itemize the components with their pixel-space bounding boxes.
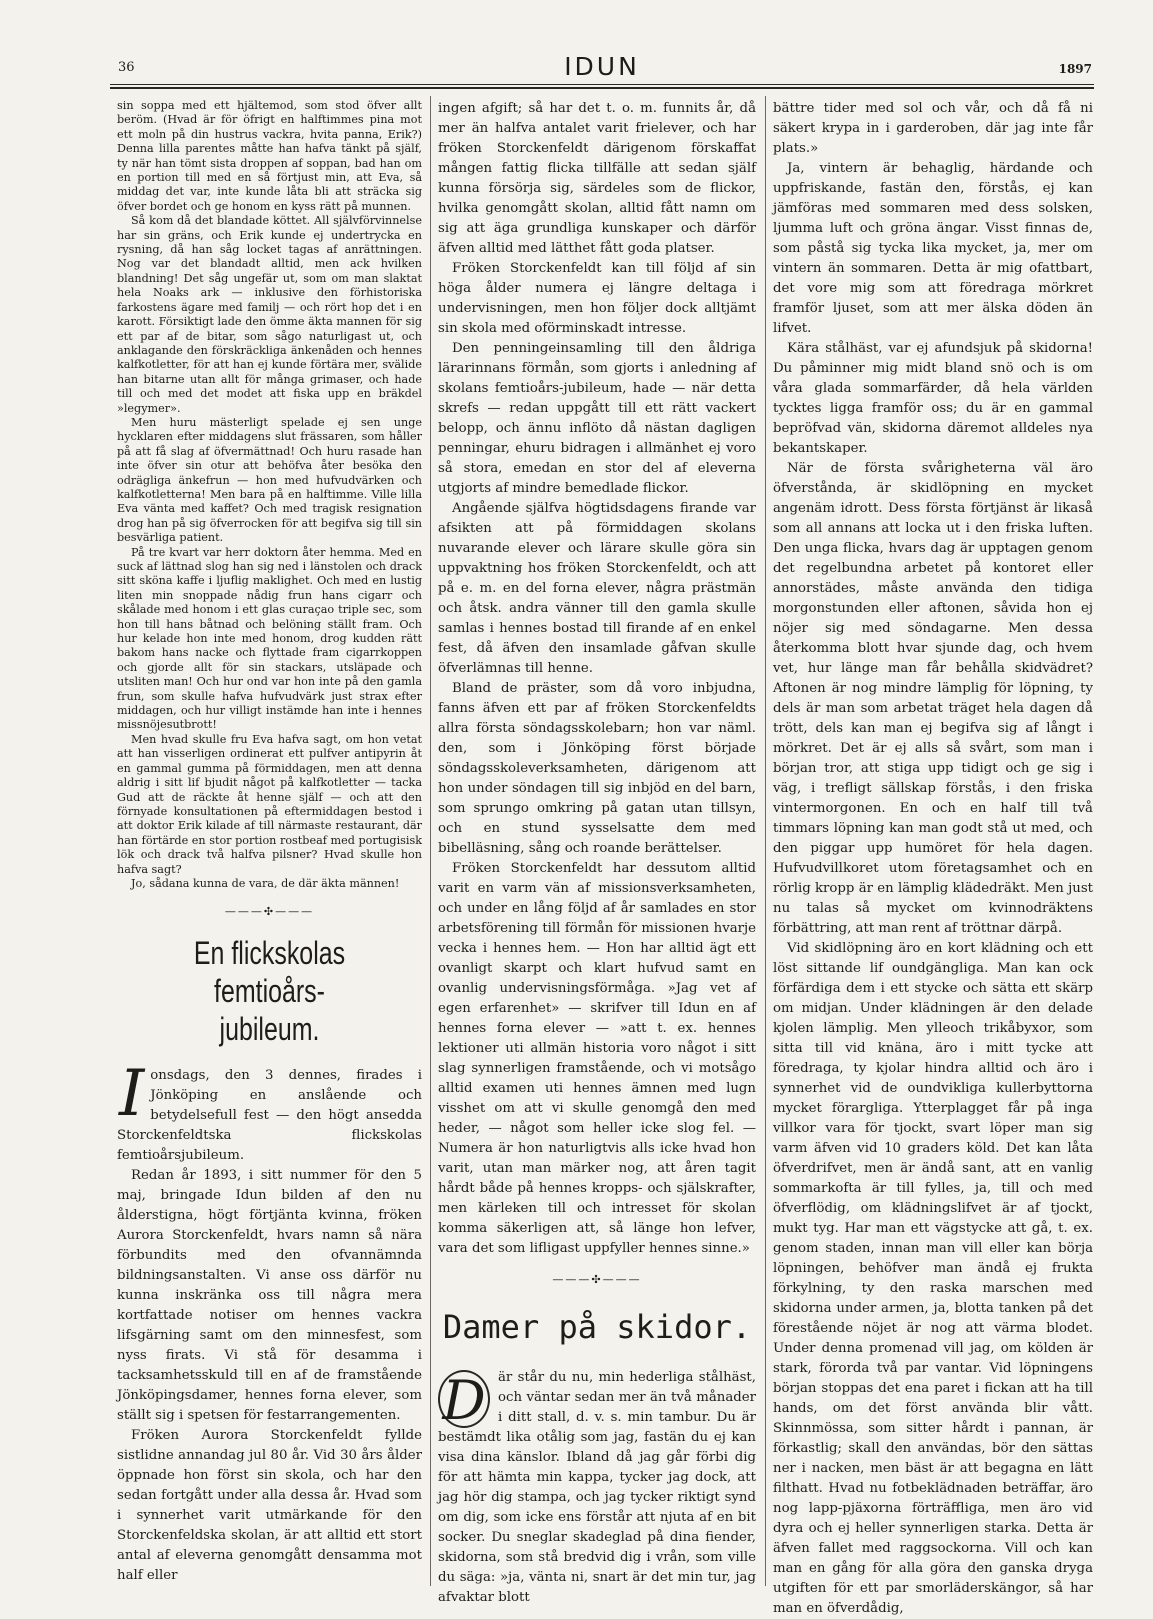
story-paragraph: Så kom då det blandade köttet. All självförvinnelse har sin gräns, och Erik kunde ej undertrycka en rysning, då han såg locket tagas af anrättningen. Nog var det blandadt alltid, men ack hvilken blandning! Det såg ungefär ut, som om man slaktat hela Noaks ark — inklusive den förhistoriska farkostens ägare med familj — och rört hop det i en karott. Försiktigt lade den ömme äkta mannen för sig ett par af de bitar, som sågo naturligast ut, och anklagande den förskräckliga änkenåden och hennes kalfkotletter, för att han ej kunde förtära mer, svälide han bitarne utan allt för många grimaser, och hade till och med det modet att fiska upp en bräkdel »legymer». xyxy=(117,214,422,415)
year: 1897 xyxy=(1058,62,1092,76)
article-paragraph: Kära stålhäst, var ej afundsjuk på skidorna! Du påminner mig midt bland snö och is om våra glada sommarfärder, då hela världen tycktes ligga framför oss; du är en gammal bepröfvad vän, skidorna däremot alldeles nya bekantskaper. xyxy=(773,341,1093,456)
article-paragraph: Ja, vintern är behaglig, härdande och uppfriskande, fastän den, förstås, ej kan jämföras med sommaren med dess solsken, ljumma luft och gröna ängar. Visst finnas de, som påstå sig tycka lika mycket, ja, mer om vintern än sommaren. Detta är mig ofattbart, det vore mig som att föredraga mörkret framför ljuset, som att mer älska döden än lifvet. xyxy=(773,161,1093,336)
title-line: jubileum. xyxy=(219,1011,320,1048)
article-paragraph: Den penningeinsamling till den åldriga lärarinnans förmån, som gjorts i anledning af skolans femtioårs-jubileum, hade — när detta skrefs — redan uppgått till ett rätt vackert belopp, och ännu inflöto då nästan dagligen penningar, ehuru bidragen i allmänhet ej voro så stora, emedan en stor del af eleverna utgjorts af mindre bemedlade flickor. xyxy=(438,341,756,496)
article-paragraph: Vid skidlöpning äro en kort klädning och ett löst sittande lif oundgängliga. Man kan ock förfärdiga dem i ett stycke och sätta ett skärp om midjan. Under klädningen är den delade kjolen lämplig. Men ylleoch trikåbyxor, som sitta till vid knäna, äro i mitt tycke att föredraga, ty kjolar hindra alltid och äro i synnerhet vid de oundvikliga kullerbyttorna mycket förargliga. Ytterplagget får på inga villkor vara för tjockt, svart löper man sig varm äfven vid 10 graders köld. Det kan låta öfverdrifvet, men är ändå sant, att en vanlig sommarkofta är till fylles, ja, till och med öfverflödig, om klädningslifvet är af tjockt, mukt tyg. Har man ett vägstycke att gå, t. ex. genom staden, innan man vill eller kan börja löpningen, behöfver man ändå ej frukta förkylning, ty den raska marschen med skidorna under armen, ja, blotta tanken på det förestående nöjet är nog att värma blodet. Under denna promenad vill jag, om kölden är stark, förorda två par vantar. Vid löpningens början stoppas det ena paret i fickan att ha till hands, om det först använda blir vått. Skinnmössa, som sitter hårdt i pannan, är förkastlig; skall den användas, bör den sättas ner i nacken, men bäst är att begagna en lätt filthatt. Hvad nu fotbeklädnaden beträffar, äro nog lapp-pjäxorna förträffliga, men äro vid dyra och ej heller synnerligen starka. Detta är äfven fallet med raggsockorna. Vill och kan man en gång för alla göra den ganska dryga utgiften för ett par smorläderskängor, så har man en öfverdådig, xyxy=(773,941,1093,1616)
article-paragraph: Bland de präster, som då voro inbjudna, fanns äfven ett par af fröken Storckenfeldts allra första söndagsskolebarn; hon var näml. den, som i Jönköping först började söndagsskoleverksamheten, därigenom att hon under söndagen till sig inbjöd en del barn, som sprungo omkring på gatan utan tillsyn, och en stund sysselsatte dem med bibelläsning, sång och roande berättelser. xyxy=(438,681,756,856)
column-divider xyxy=(765,96,766,1586)
article-paragraph: Fröken Storckenfeldt kan till följd af sin höga ålder numera ej längre deltaga i undervisningen, men hon följer dock alltjämt sin skola med oförminskadt intresse. xyxy=(438,261,756,336)
article-paragraph: Fröken Aurora Storckenfeldt fyllde sistlidne annandag jul 80 år. Vid 30 års ålder öppnade hon först sin skola, och har den sedan fortgått under alla dessa år. Hvad som i synnerhet varit utmärkande för den Storckenfeldska skolan, är att alltid ett stort antal af eleverna genomgått densamma mot half eller xyxy=(117,1428,422,1584)
story-paragraph: Men hvad skulle fru Eva hafva sagt, om hon vetat att han visserligen ordinerat ett pulfver antipyrin åt en gammal gumma på förmiddagen, men att denna aldrig i sitt lif bjudit något på kalfkotletter — tacka Gud att de räckte åt henne själf — och att den förnyade konsultationen på eftermiddagen bestod i att doktor Erik kilade af till närmaste restaurant, där han förtärde en stor portion rostbeaf med portugisisk lök och drack två halfva pilsner? Hvad skulle hon hafva sagt? xyxy=(117,732,422,876)
drop-cap: D xyxy=(438,1370,490,1428)
story-paragraph: sin soppa med ett hjältemod, som stod öfver allt beröm. (Hvad är för öfrigt en halftimmes pina mot ett moln på din hustrus vackra, hvita panna, Erik?) Denna lilla parentes måtte han hafva tänkt på själf, ty när han tömt sista droppen af soppan, bad han om en portion till med en så förtjust min, att Eva, så middag det var, inte kunde låta bli att sträcka sig öfver bordet och ge honom en kyss rätt på munnen. xyxy=(117,99,422,213)
section-separator: ———✣——— xyxy=(224,905,315,919)
article-title-jubileum xyxy=(151,934,389,1048)
story-paragraph: På tre kvart var herr doktorn åter hemma. Med en suck af lättnad slog han sig ned i länstolen och drack sitt sköna kaffe i ljuflig maklighet. Och med en lustig liten min snoppade nådig frun hans cigarr och skålade med honom i ett glas curaçao triple sec, som hon till hans båtnad och belöning ställt fram. Och hur kelade hon inte med honom, drog kudden rätt bakom hans nacke och flyttade fram cigarrkoppen och gjorde allt för sin stackars, utsläpade och utsliten man! Och hur ond var hon inte på den gamla frun, som skulle hafva hufvudvärk just strax efter middagen, och hur villigt instämde han inte i hennes missnöjesutbrott! xyxy=(117,545,422,732)
story-paragraph: Men huru mästerligt spelade ej sen unge hycklaren efter middagens slut frässaren, som håller på att få slag af öfvermättnad! Och huru rasade han inte öfver sin otur att behöfva åter besöka den odrägliga änkefrun — hon med hufvudvärken och kalfkotletterna! Men bara på en halftimme. Ville lilla Eva vänta med kaffet? Och med tragisk resignation drog han på sig öfverrocken för att begifva sig till sin besvärliga patient. xyxy=(117,415,422,545)
column-2 xyxy=(438,99,756,1605)
column-1 xyxy=(117,99,422,1589)
drop-cap: I xyxy=(119,1057,145,1132)
article-body xyxy=(438,1368,756,1608)
header-rule-thick xyxy=(110,87,1094,89)
article-paragraph: Fröken Storckenfeldt har dessutom alltid varit en varm vän af missionsverksamheten, och under en lång följd af år samlades en stor arbetsförening till förmån för missionen hvarje vecka i hennes hem. — Hon har alltid ägt ett ovanligt skarpt och klart hufvud samt en ovanlig undervisningsförmåga. »Jag vet af egen erfarenhet» — skrifver till Idun en af hennes forna elever — »att t. ex. hennes lektioner uti allmän historia voro något i sitt slag synnerligen framstående, och vi motsågo alltid examen uti hennes ämnen med lugn visshet om att vi skulle genomgå den med heder, — något som heller icke slog fel. — Numera är hon naturligtvis alls icke hvad hon varit, utan man märker nog, att åren tagit hårdt både på hennes kropps- och själskrafter, men kärleken till och intresset för skolan komma säkerligen att, så länge hon lefver, vara det som lifligast uppfyller hennes sinne.» xyxy=(438,861,756,1256)
article-paragraph: är står du nu, min hederliga stålhäst, och väntar sedan mer än två månader i ditt stall, d. v. s. min tambur. Du är bestämdt lika otålig som jag, fastän du ej kan visa dina känslor. Ibland då jag går förbi dig för att hämta min kappa, tycker jag dock, att jag hör dig stampa, och jag tycker riktigt synd om dig, som icke ens förstår att njuta af en bit socker. Du sneglar skadeglad på dina fiender, skidorna, som stå bredvid dig i vrån, som ville du säga: »ja, vänta ni, snart är det min tur, jag afvaktar blott xyxy=(438,1370,756,1605)
page-header xyxy=(110,52,1094,82)
title-line: En flickskolas femtioårs- xyxy=(193,935,346,1010)
header-rule xyxy=(110,84,1094,85)
column-3 xyxy=(773,99,1093,1616)
article-paragraph: När de första svårigheterna väl äro öfverstånda, är skidlöpning en mycket angenäm idrott. Dess första förtjänst är likaså som all annans att locka ut i den friska luften. Den unga flicka, hvars dag är upptagen genom det regelbundna arbetet på kontoret eller annorstädes, måste använda den tidiga morgonstunden eller aftonen, såvida hon ej nöjer sig med söndagarne. Men dessa återkomma blott hvar sjunde dag, och hvem vet, hur länge man får behålla skidvädret? Aftonen är nog mindre lämplig för löpning, ty dels är man som arbetat träget hela dagen då trött, dels kan man ej begifva sig af långt i mörkret. Det är ej alls så svårt, som man i början tror, att stiga upp tidigt och ge sig i väg, i trefligt sällskap förstås, i den friska vintermorgonen. En och en half till två timmars löpning kan man godt stå ut med, och den piggar upp humöret för hela dagen. Hufvudvillkoret utom företagsamhet och en rörlig kropp är en lämplig klädedräkt. Men just nu talas så mycket om kvinnodräktens förbättring, att man rent af tröttnar därpå. xyxy=(773,461,1093,936)
article-paragraph: bättre tider med sol och vår, och då få ni säkert krypa in i garderoben, där jag inte får plats.» xyxy=(773,101,1093,156)
column-divider xyxy=(430,96,431,1586)
page-number: 36 xyxy=(118,60,135,75)
article-paragraph: onsdags, den 3 dennes, firades i Jönköping en anslående och betydelsefull fest — den högt ansedda Storckenfeldtska flickskolas femtioårsjubileum. xyxy=(117,1068,422,1164)
story-paragraph: Jo, sådana kunna de vara, de där äkta männen! xyxy=(131,876,400,890)
article-paragraph: Angående själfva högtidsdagens firande var afsikten att på förmiddagen skolans nuvarande elever och lärare skulle göra sin uppvaktning hos fröken Storckenfeldt, och att på e. m. en del forna elever, några prästmän och åtsk. andra vänner till den gamla skulle samlas i hennes bostad till firande af en enkel fest, då äfven den insamlade gåfvan skulle öfverlämnas till henne. xyxy=(438,501,756,676)
article-title-skidor: Damer på skidor. xyxy=(442,1308,752,1346)
masthead: IDUN xyxy=(564,52,640,81)
section-separator: ———✣——— xyxy=(552,1273,642,1286)
article-paragraph: Redan år 1893, i sitt nummer för den 5 maj, bringade Idun bilden af den nu ålderstigna, högt förtjänta kvinna, fröken Aurora Storckenfeldt, hvars namn så nära förbundits med den ofvannämnda bildningsanstalten. Vi anse oss därför nu kunna inskränka oss till några mera kortfattade notiser om hennes vackra lifsgärning samt om den minnesfest, som nyss firats. Vi stå för desamma i tacksamhetsskuld till en af de framstående Jönköpingsdamer, hennes forna elever, som ställt sig i spetsen för festarrangementen. xyxy=(117,1168,422,1424)
article-body xyxy=(117,1057,422,1586)
article-paragraph: ingen afgift; så har det t. o. m. funnits år, då mer än halfva antalet varit frielever, och har fröken Storckenfeldt därigenom förskaffat mången fattig flicka tillfälle att sedan själf kunna försörja sig, särdeles som de flickor, hvilka genomgått skolan, alltid fått namn om sig att äga grundliga kunskaper och därför äfven alltid med lätthet fått goda platser. xyxy=(438,101,756,256)
